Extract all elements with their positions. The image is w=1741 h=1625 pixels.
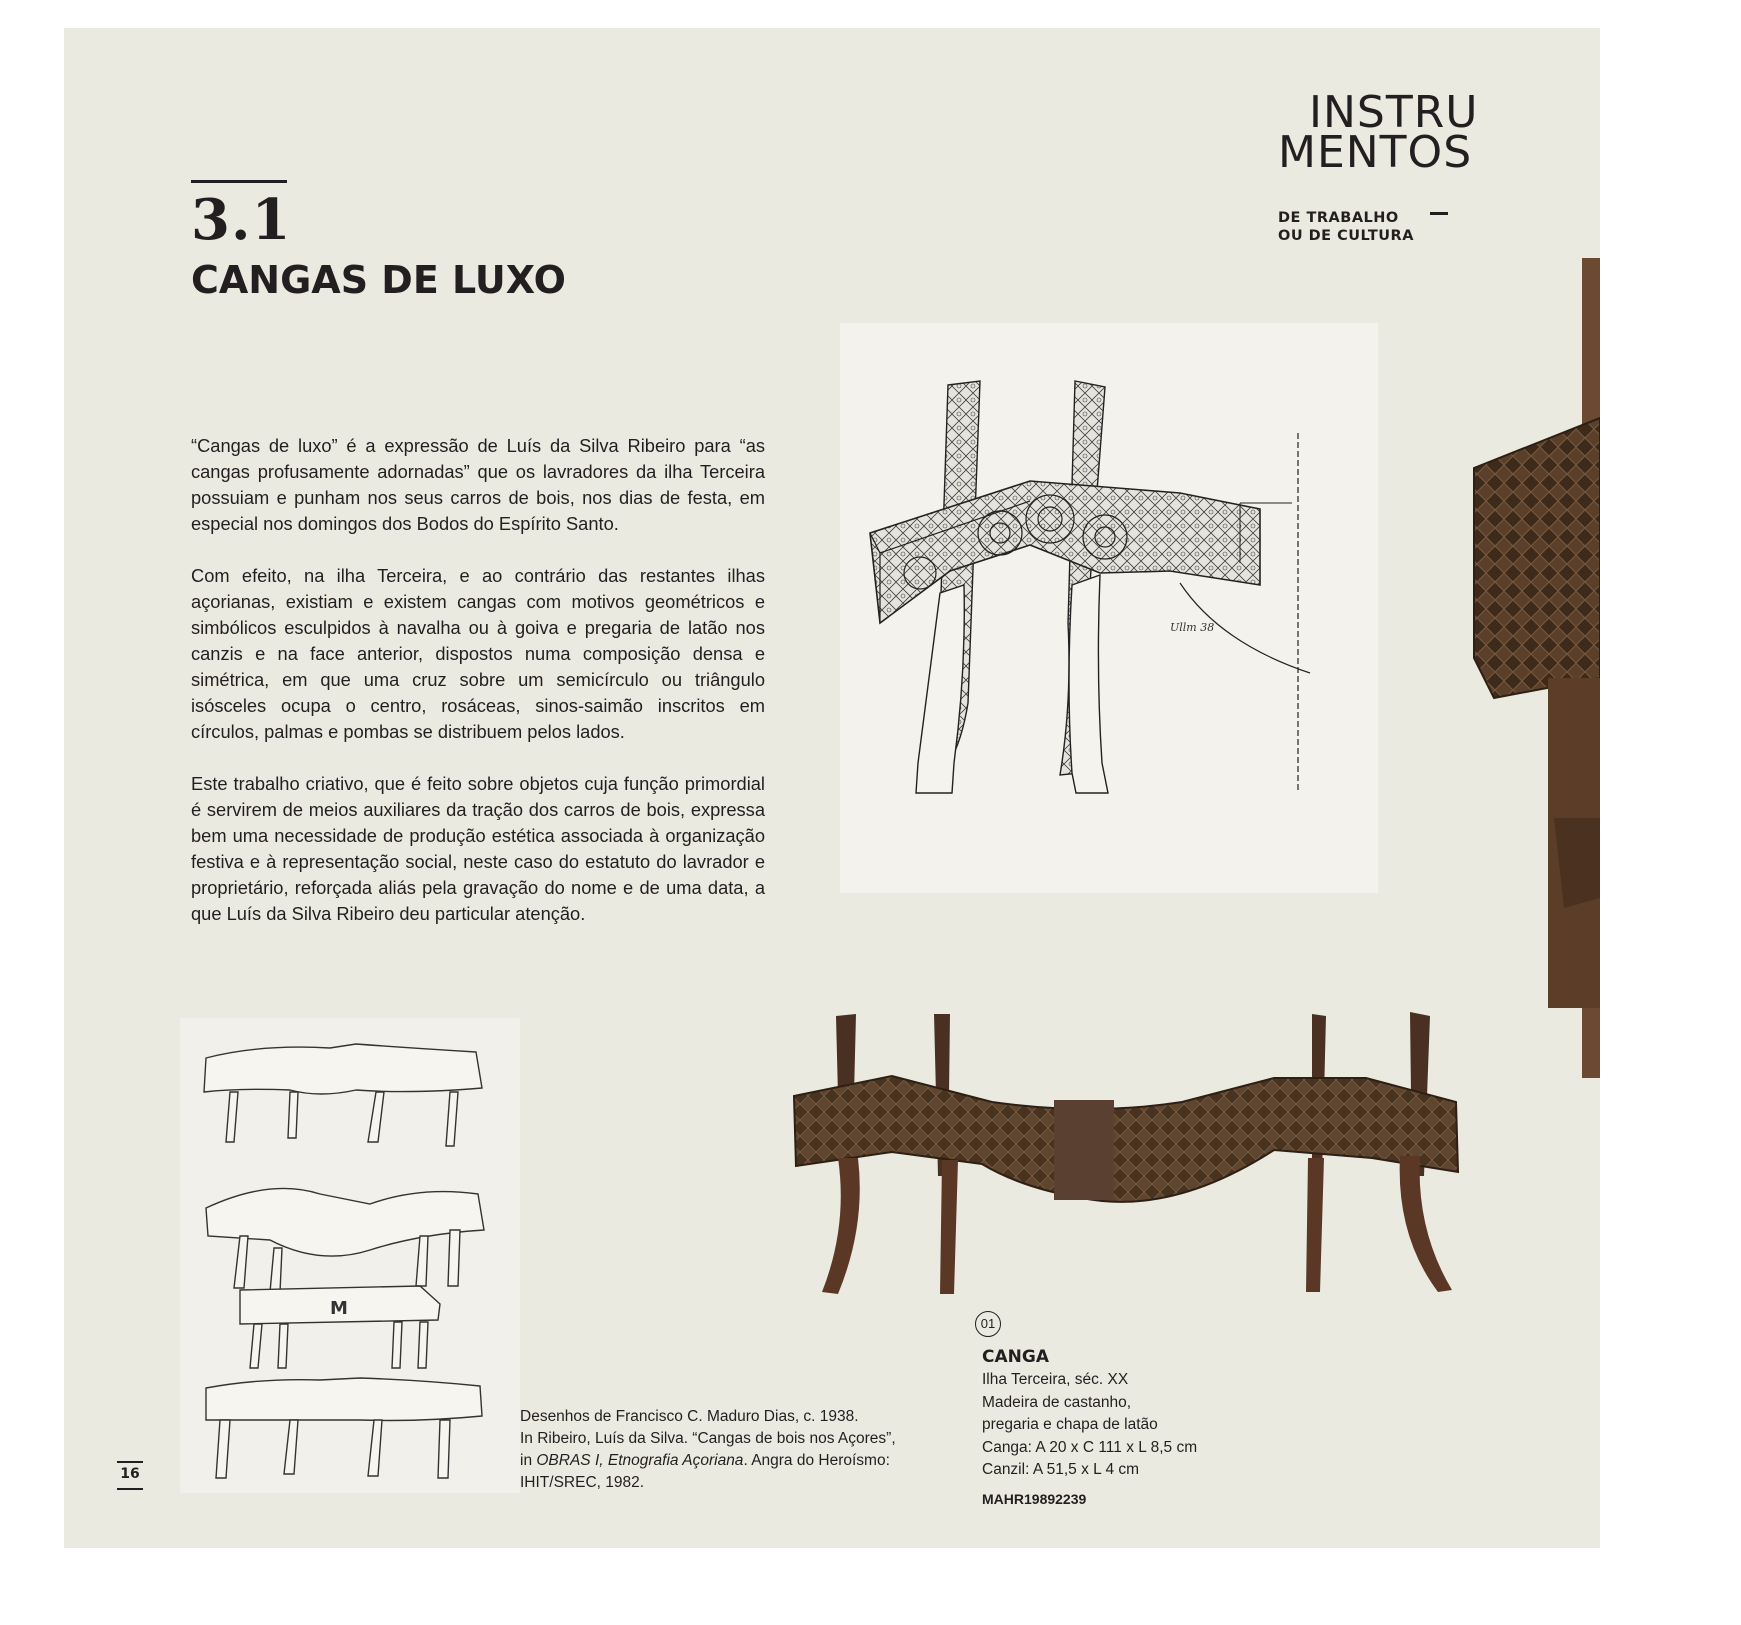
caption-prefix: in: [520, 1452, 537, 1469]
instrumentos-logo: [1278, 87, 1479, 244]
page-spread: [64, 28, 1600, 1548]
page-number-rule: [117, 1488, 143, 1490]
side-photo-svg: [1414, 258, 1600, 1078]
item-number-badge: 01: [975, 1311, 1001, 1337]
caption-suffix: . Angra do Heroísmo:: [743, 1452, 890, 1469]
caption-line: In Ribeiro, Luís da Silva. “Cangas de bois nos Açores”,: [520, 1430, 896, 1447]
item-detail: pregaria e chapa de latão: [982, 1416, 1158, 1433]
item-title: CANGA: [982, 1347, 1049, 1367]
caption-line: [520, 1450, 910, 1472]
logo-subtitle-2: OU DE CULTURA: [1278, 228, 1414, 244]
title-rule: [191, 180, 287, 183]
logo-line-1: INSTRU: [1309, 87, 1479, 138]
item-caption: [982, 1346, 1242, 1510]
body-text: [191, 433, 765, 953]
caption-line: IHIT/SREC, 1982.: [520, 1474, 645, 1491]
caption-line: Desenhos de Francisco C. Maduro Dias, c. 1938.: [520, 1408, 859, 1425]
item-detail: Ilha Terceira, séc. XX: [982, 1371, 1129, 1388]
logo-underline: [1430, 212, 1448, 215]
canga-photo-svg: [792, 976, 1468, 1298]
canga-photo: [792, 976, 1468, 1298]
sketch-signature: Ullm 38: [1170, 621, 1215, 634]
page-number-rule: [117, 1461, 143, 1463]
item-detail: Canga: A 20 x C 111 x L 8,5 cm: [982, 1438, 1198, 1456]
caption-book-title: OBRAS I, Etnografia Açoriana: [536, 1452, 744, 1469]
paragraph: Com efeito, na ilha Terceira, e ao contrário das restantes ilhas açorianas, existiam e existem cangas com motivos geométricos e simbólicos esculpidos à navalha ou à goiva e pregaria de latão nos canzis e na face anterior, dispostos numa composição densa e simétrica, em que uma cruz sobre um semicírculo ou triângulo isósceles ocupa o centro, rosáceas, sinos-saimão inscritos em círculos, palmas e pombas se distribuem pelos lados.: [191, 565, 765, 742]
drawing-letter-mark: M: [330, 1298, 348, 1319]
canga-sketch-drawing: [840, 323, 1378, 893]
section-title: CANGAS DE LUXO: [191, 258, 566, 302]
section-number: 3.1: [191, 187, 292, 253]
canga-sketch-svg: [840, 323, 1378, 893]
canga-side-photo: [1414, 258, 1600, 1078]
item-detail: Madeira de castanho,: [982, 1393, 1132, 1411]
page-number: 16: [120, 1466, 140, 1482]
logo-line-2: MENTOS: [1278, 127, 1473, 178]
drawings-svg: [180, 1018, 520, 1493]
drawings-caption: [520, 1406, 910, 1494]
canga-drawings-set: [180, 1018, 520, 1493]
paragraph: “Cangas de luxo” é a expressão de Luís da Silva Ribeiro para “as cangas profusamente adornadas” que os lavradores da ilha Terceira possuiam e punham nos seus carros de bois, nos dias de festa, em especial nos domingos dos Bodos do Espírito Santo.: [191, 435, 765, 534]
item-inventory-number: MAHR19892239: [982, 1490, 1087, 1507]
logo-subtitle-1: DE TRABALHO: [1278, 210, 1399, 226]
paragraph: Este trabalho criativo, que é feito sobre objetos cuja função primordial é servirem de meios auxiliares da tração dos carros de bois, expressa bem uma necessidade de produção estética associada à organização festiva e à representação social, neste caso do estatuto do lavrador e proprietário, reforçada aliás pela gravação do nome e de uma data, a que Luís da Silva Ribeiro deu particular atenção.: [191, 773, 765, 924]
item-detail: Canzil: A 51,5 x L 4 cm: [982, 1461, 1140, 1478]
